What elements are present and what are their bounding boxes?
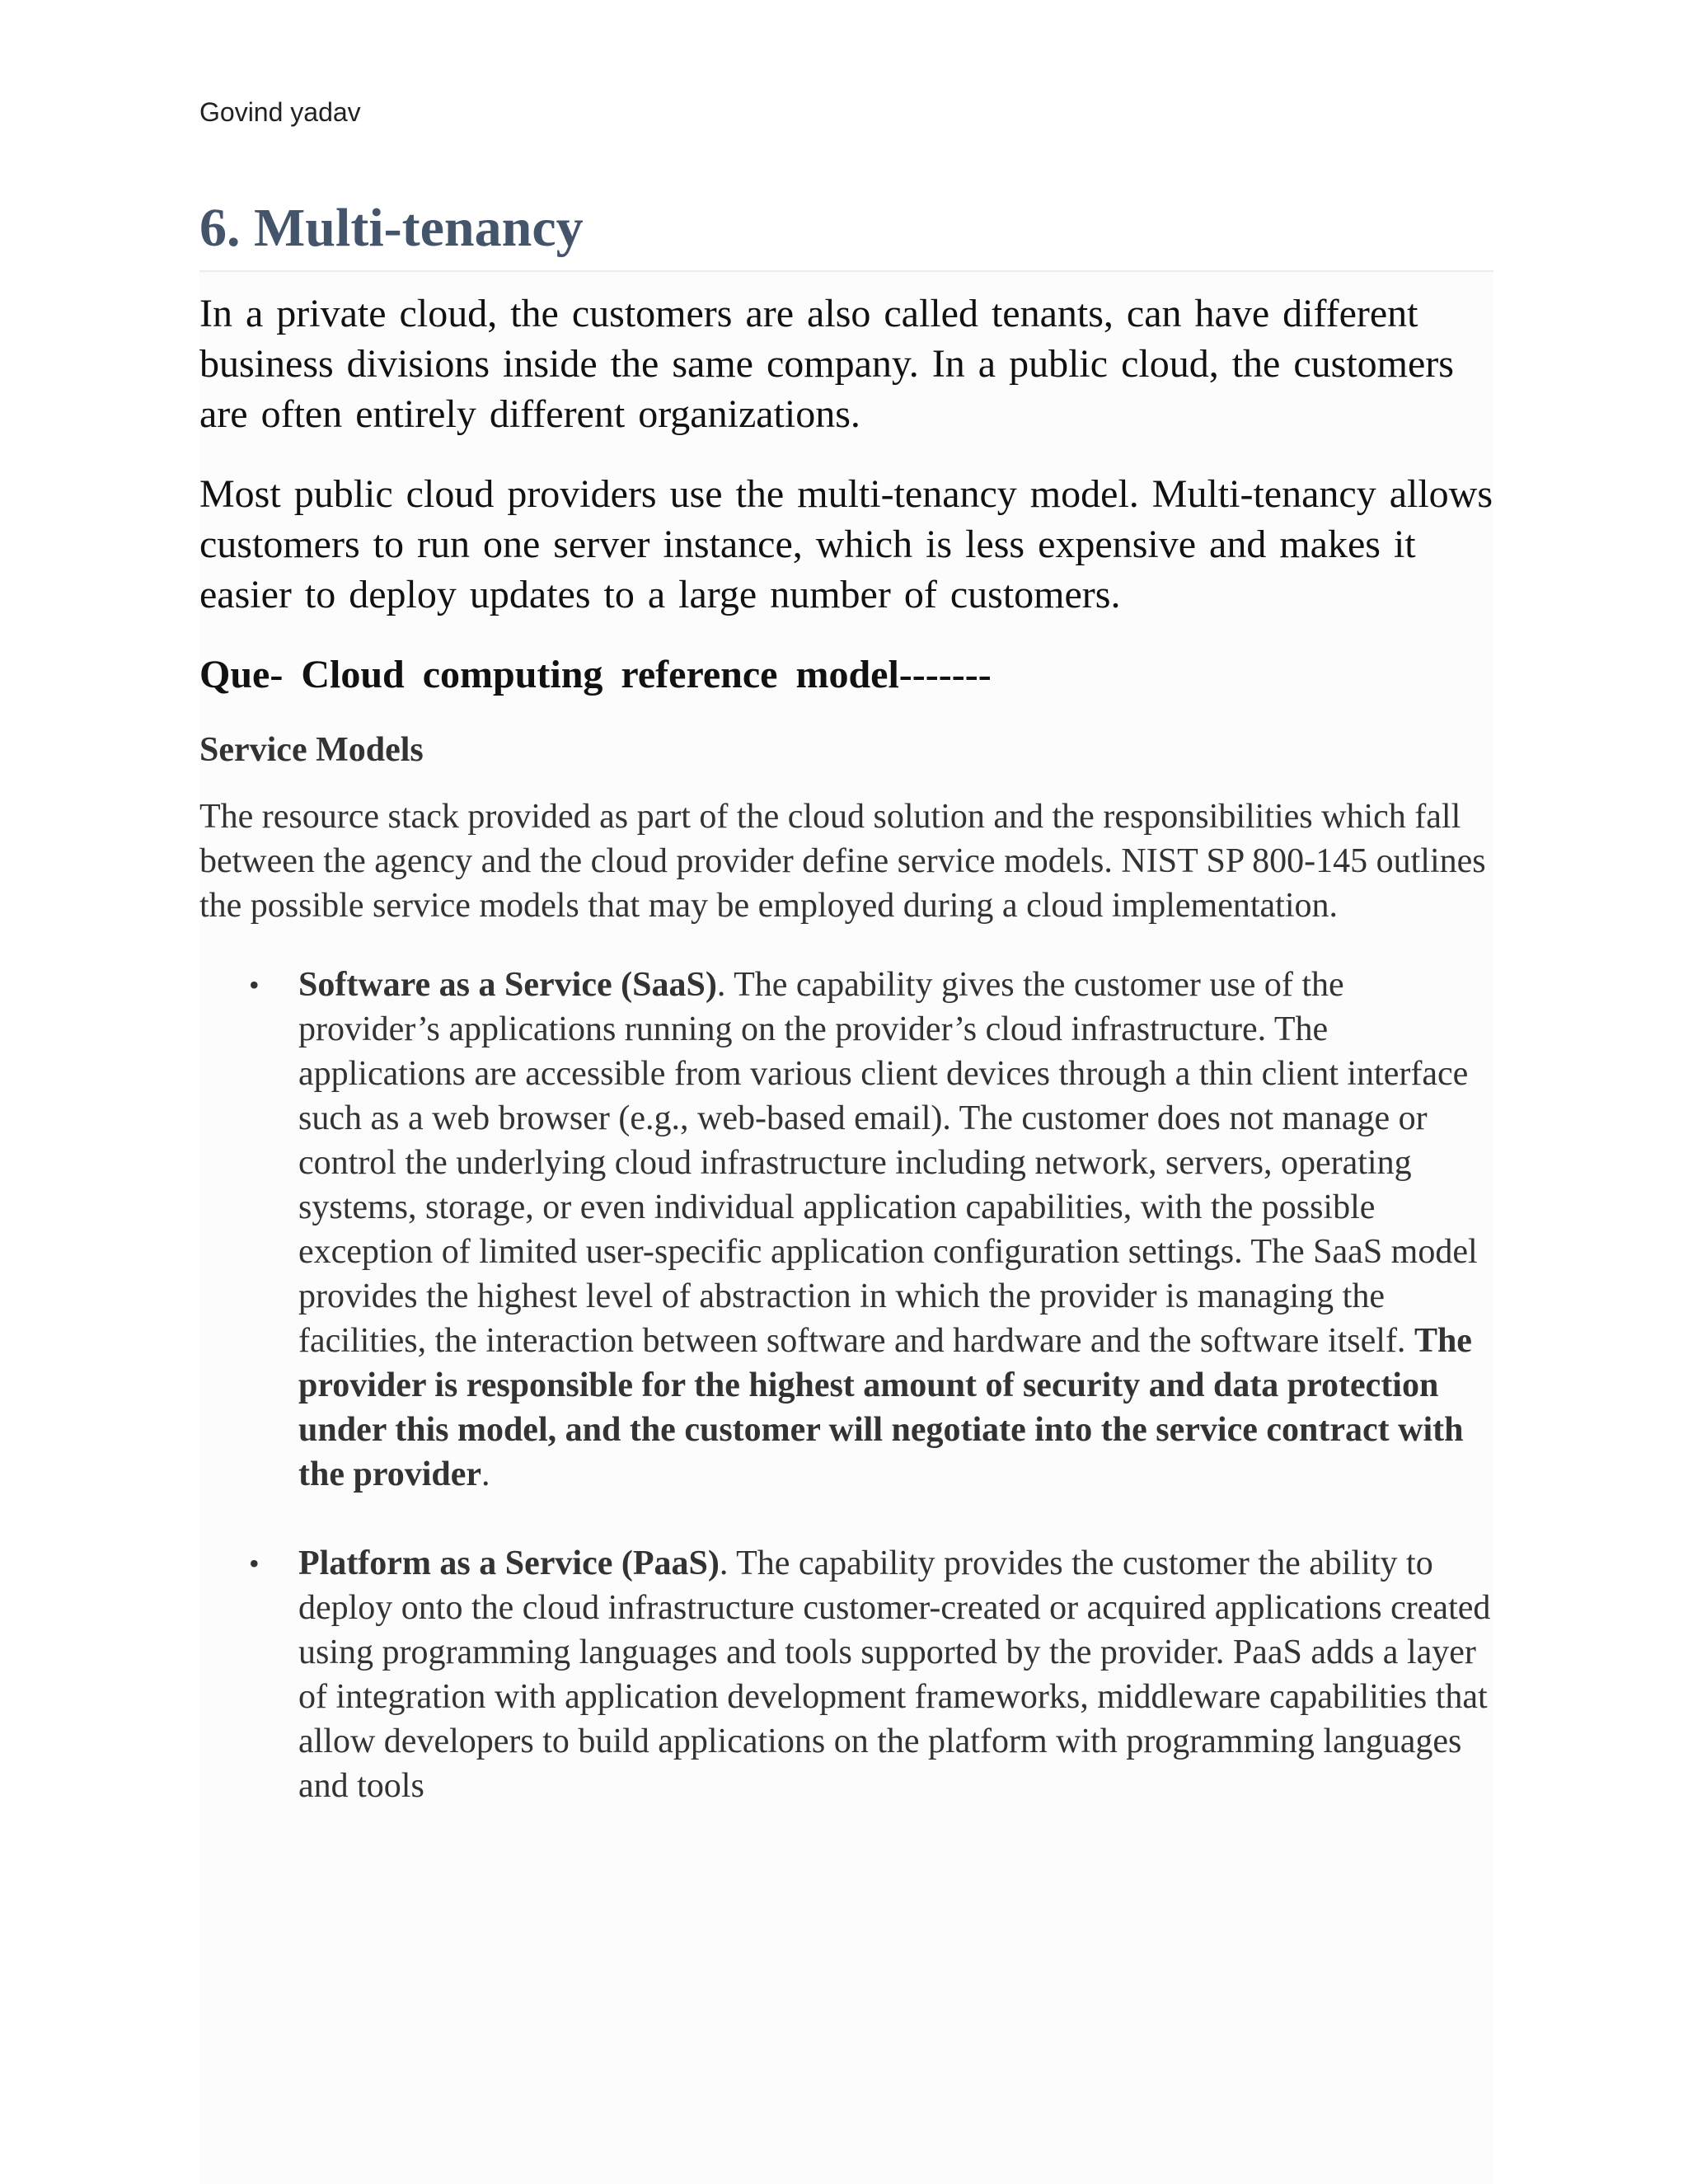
- service-models-intro: The resource stack provided as part of the cloud solution and the responsibilities which fall between the agency and the cloud provider define service models. NIST SP 800-145 outlines the possible service models that may be employed during a cloud implementation.: [199, 798, 1486, 925]
- question-heading: Que- Cloud computing reference model-------: [199, 653, 992, 696]
- paas-description: . The capability provides the customer the ability to deploy onto the cloud infrastructure customer-created or acquired applications created using programming languages and tools supported by the provider. PaaS adds a layer of integration with application development frameworks, middleware capabilities that allow developers to build applications on the platform with programming languages and tools: [298, 1544, 1491, 1805]
- bullet-icon: •: [249, 1547, 260, 1580]
- paas-term: Platform as a Service (PaaS): [298, 1544, 720, 1582]
- saas-description: . The capability gives the customer use of the provider’s applications running on the provider’s cloud infrastructure. The applications are accessible from various client devices through a thin client interface such as a web browser (e.g., web-based email). The customer does not manage or control the underlying cloud infrastructure including network, servers, operating systems, storage, or even individual application capabilities, with the possible exception of limited user-specific application configuration settings. The SaaS model provides the highest level of abstraction in which the provider is managing the facilities, the interaction between software and hardware and the software itself.: [298, 966, 1478, 1360]
- section-title: 6. Multi-tenancy: [199, 191, 1493, 272]
- bullet-icon: •: [249, 968, 260, 1001]
- saas-responsibility: The provider is responsible for the highest amount of security and data protection under this model, and the customer will negotiate into the service contract with the provider: [298, 1322, 1472, 1493]
- intro-paragraph-2: Most public cloud providers use the multi-tenancy model. Multi-tenancy allows customers to run one server instance, which is less expensive and makes it easier to deploy updates to a large number of customers.: [199, 472, 1493, 616]
- saas-end: .: [481, 1455, 490, 1493]
- list-item-saas: [249, 963, 1493, 1497]
- service-models-list: [199, 963, 1493, 1808]
- service-models-heading: Service Models: [199, 731, 424, 769]
- list-item-paas: [249, 1541, 1493, 1808]
- author-header: Govind yadav: [199, 97, 361, 127]
- document-body: [199, 191, 1493, 1853]
- saas-term: Software as a Service (SaaS): [298, 966, 717, 1004]
- intro-paragraph-1: In a private cloud, the customers are also called tenants, can have different business divisions inside the same company. In a public cloud, the customers are often entirely different organizations.: [199, 292, 1454, 436]
